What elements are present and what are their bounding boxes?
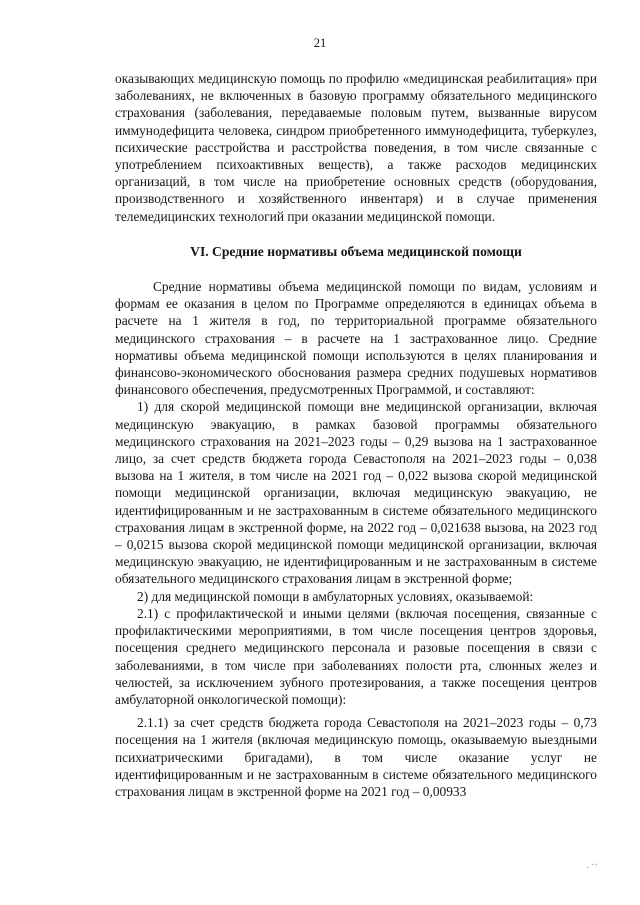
paragraph-item-2: 2) для медицинской помощи в амбулаторных условиях, оказываемой: xyxy=(137,588,534,604)
page-number: 21 xyxy=(313,36,327,50)
scan-marks: . ·· xyxy=(586,860,598,871)
page-content xyxy=(115,70,597,800)
section-heading: VI. Средние нормативы объема медицинской помощи xyxy=(190,243,522,259)
paragraph-intro: Средние нормативы объема медицинской помощи по видам, условиям и формам ее оказания в целом по Программе определяются в единицах объема в расчете на 1 жителя в год, по территориальной программе обязательного медицинского страхования – в расчете на 1 застрахованное лицо. Средние нормативы объема медицинской помощи используются в целях планирования и финансово-экономического обоснования размера средних подушевых нормативов финансового обеспечения, предусмотренных Программой, и составляют: xyxy=(115,279,597,398)
paragraph-item-2-1: 2.1) с профилактической и иными целями (включая посещения, связанные с профилактическими мероприятиями, в том числе посещения центров здоровья, посещения среднего медицинского персонала и разовые посещения в связи с заболеваниями, в том числе при заболеваниях полости рта, слюнных желез и челюстей, за исключением зубного протезирования, а также посещения центров амбулаторной онкологической помощи): xyxy=(115,605,597,707)
paragraph-item-1: 1) для скорой медицинской помощи вне медицинской организации, включая медицинскую эвакуацию, в рамках базовой программы обязательного медицинского страхования на 2021–2023 годы – 0,29 вызова на 1 застрахованное лицо, за счет средств бюджета города Севастополя на 2021–2023 годы – 0,038 вызова на 1 жителя, в том числе на 2021 год – 0,022 вызова скорой медицинской помощи медицинской организации, включая медицинскую эвакуацию, не идентифицированным и не застрахованным в системе обязательного медицинского страхования лицам в экстренной форме, на 2022 год – 0,021638 вызова, на 2023 год – 0,0215 вызова скорой медицинской помощи медицинской организации, включая медицинскую эвакуацию, не идентифицированным и не застрахованным в системе обязательного медицинского страхования лицам в экстренной форме; xyxy=(115,399,597,587)
paragraph-item-2-1-1: 2.1.1) за счет средств бюджета города Севастополя на 2021–2023 годы – 0,73 посещения на 1 жителя (включая медицинскую помощь, оказываемую выездными психиатрическими бригадами), в том числе оказание услуг не идентифицированным и не застрахованным в системе обязательного медицинского страхования лицам в экстренной форме на 2021 год – 0,00933 xyxy=(115,715,597,799)
paragraph-continuation: оказывающих медицинскую помощь по профилю «медицинская реабилитация» при заболеваниях, не включенных в базовую программу обязательного медицинского страхования (заболевания, передаваемые половым путем, вызванные вирусом иммунодефицита человека, синдром приобретенного иммунодефицита, туберкулез, психические расстройства и расстройства поведения, в том числе связанные с употреблением психоактивных веществ), а также расходов медицинских организаций, в том числе на приобретение основных средств (оборудования, производственного и хозяйственного инвентаря) и в случае применения телемедицинских технологий при оказании медицинской помощи. xyxy=(115,71,597,224)
